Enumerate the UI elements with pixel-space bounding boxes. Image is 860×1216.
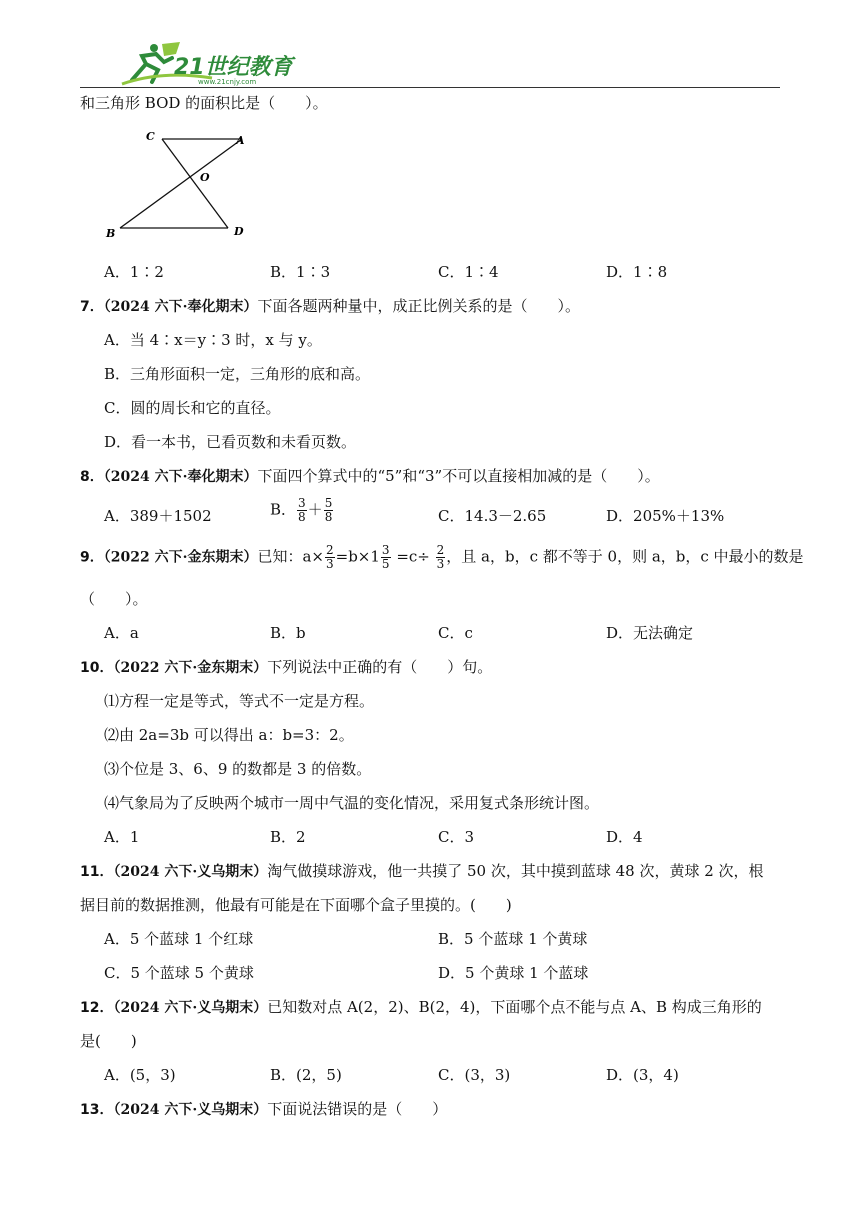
header-rule — [80, 87, 780, 88]
q11-source: （2024 六下·义乌期末） — [113, 864, 268, 880]
q11-option-c[interactable]: C．5 个蓝球 5 个黄球 — [104, 964, 254, 982]
fraction: $\frac{2}{3}$ — [436, 543, 445, 571]
q8-option-a[interactable]: A．389＋1502 — [104, 507, 212, 525]
q10-option-a[interactable]: A．1 — [104, 828, 140, 846]
q7-option-b[interactable]: B．三角形面积一定，三角形的底和高。 — [104, 365, 371, 383]
q7-option-a[interactable]: A．当 4∶x＝y∶3 时，x 与 y。 — [104, 331, 322, 349]
q9-source: （2022 六下·金东期末） — [103, 549, 258, 566]
q8-stem — [80, 465, 660, 488]
q9-option-d[interactable]: D．无法确定 — [606, 624, 694, 642]
q6-option-a[interactable]: A．1∶2 — [104, 263, 164, 281]
q12-option-a[interactable]: A．(5，3) — [104, 1066, 176, 1084]
q6-option-c[interactable]: C．1∶4 — [438, 263, 499, 281]
q7-option-c[interactable]: C．圆的周长和它的直径。 — [104, 399, 281, 417]
q8-source: （2024 六下·奉化期末） — [103, 469, 258, 485]
q12-option-b[interactable]: B．(2，5) — [270, 1066, 342, 1084]
fraction: $\frac{3}{8}$ — [298, 496, 306, 524]
q9-text-3: =c÷ — [391, 547, 435, 566]
q8-option-d[interactable]: D．205%＋13% — [606, 507, 725, 525]
q9-number: 9． — [80, 549, 104, 566]
q10-text: 下列说法中正确的有（ ）句。 — [267, 658, 493, 676]
q13-number: 13． — [80, 1102, 114, 1118]
q8-number: 8． — [80, 469, 104, 485]
q9-text-2: =b×1 — [335, 547, 380, 566]
q10-item-1: ⑴方程一定是等式，等式不一定是方程。 — [104, 692, 375, 710]
q10-option-d[interactable]: D．4 — [606, 828, 643, 846]
q6-stem-tail: 和三角形 BOD 的面积比是（ ）。 — [80, 94, 328, 112]
label-d: D — [234, 225, 244, 238]
label-a: A — [236, 134, 245, 147]
q12-source: （2024 六下·义乌期末） — [113, 1000, 268, 1016]
q9-option-b[interactable]: B．b — [270, 624, 306, 642]
q11-option-b[interactable]: B．5 个蓝球 1 个黄球 — [438, 930, 588, 948]
plus-sign: ＋ — [307, 500, 323, 519]
q12-number: 12． — [80, 1000, 114, 1016]
q8-option-b-prefix: B． — [270, 500, 297, 519]
q6-option-d[interactable]: D．1∶8 — [606, 263, 668, 281]
q10-item-2: ⑵由 2a=3b 可以得出 a：b=3：2。 — [104, 726, 354, 744]
q10-option-c[interactable]: C．3 — [438, 828, 475, 846]
q10-source: （2022 六下·金东期末） — [113, 660, 268, 676]
q11-number: 11． — [80, 864, 114, 880]
fraction: $\frac{3}{5}$ — [381, 543, 390, 571]
q9-option-c[interactable]: C．c — [438, 624, 473, 642]
q8-text: 下面四个算式中的“5”和“3”不可以直接相加减的是（ ）。 — [257, 467, 660, 485]
q12-option-c[interactable]: C．(3，3) — [438, 1066, 511, 1084]
q11-option-d[interactable]: D．5 个黄球 1 个蓝球 — [438, 964, 589, 982]
q13-source: （2024 六下·义乌期末） — [113, 1102, 268, 1118]
q11-text: 淘气做摸球游戏，他一共摸了 50 次，其中摸到蓝球 48 次，黄球 2 次，根 — [267, 862, 764, 880]
q7-option-d[interactable]: D．看一本书，已看页数和未看页数。 — [104, 433, 357, 451]
q7-text: 下面各题两种量中，成正比例关系的是（ ）。 — [257, 297, 580, 315]
label-b: B — [106, 227, 116, 240]
q10-stem — [80, 656, 492, 679]
label-o: O — [200, 171, 210, 184]
q9-stem — [80, 544, 804, 571]
logo — [102, 40, 352, 86]
q11-stem-line2: 据目前的数据推测，他最有可能是在下面哪个盒子里摸的。( ) — [80, 896, 512, 914]
q11-stem — [80, 860, 764, 883]
q7-source: （2024 六下·奉化期末） — [103, 299, 258, 315]
fraction: $\frac{5}{8}$ — [324, 496, 333, 524]
q9-text-1: 已知：a× — [257, 547, 324, 566]
q10-item-3: ⑶个位是 3、6、9 的数都是 3 的倍数。 — [104, 760, 372, 778]
triangle-diagram — [100, 128, 260, 248]
q9-text-4: ，且 a，b，c 都不等于 0，则 a，b，c 中最小的数是 — [446, 547, 804, 566]
q10-number: 10． — [80, 660, 114, 676]
q12-stem — [80, 996, 762, 1019]
q9-stem-line2: （ ）。 — [80, 590, 148, 608]
q13-stem — [80, 1098, 447, 1121]
label-c: C — [146, 130, 155, 143]
q9-option-a[interactable]: A．a — [104, 624, 139, 642]
q12-stem-line2: 是( ) — [80, 1032, 137, 1050]
q12-text: 已知数对点 A(2，2)、B(2，4)，下面哪个点不能与点 A、B 构成三角形的 — [267, 998, 762, 1016]
q7-number: 7． — [80, 299, 104, 315]
q13-text: 下面说法错误的是（ ） — [267, 1100, 448, 1118]
segment-ab — [120, 139, 242, 228]
q12-option-d[interactable]: D．(3，4) — [606, 1066, 679, 1084]
q8-option-b[interactable] — [270, 497, 334, 524]
q8-option-c[interactable]: C．14.3－2.65 — [438, 507, 547, 525]
segment-cd — [162, 139, 228, 228]
logo-text: 21世纪教育 — [174, 55, 293, 80]
fraction: $\frac{2}{3}$ — [325, 543, 334, 571]
q6-option-b[interactable]: B．1∶3 — [270, 263, 331, 281]
q10-item-4: ⑷气象局为了反映两个城市一周中气温的变化情况，采用复式条形统计图。 — [104, 794, 600, 812]
logo-url: www.21cnjy.com — [198, 78, 257, 86]
page-header — [80, 38, 780, 88]
q7-stem — [80, 295, 580, 318]
q11-option-a[interactable]: A．5 个蓝球 1 个红球 — [104, 930, 254, 948]
q10-option-b[interactable]: B．2 — [270, 828, 306, 846]
